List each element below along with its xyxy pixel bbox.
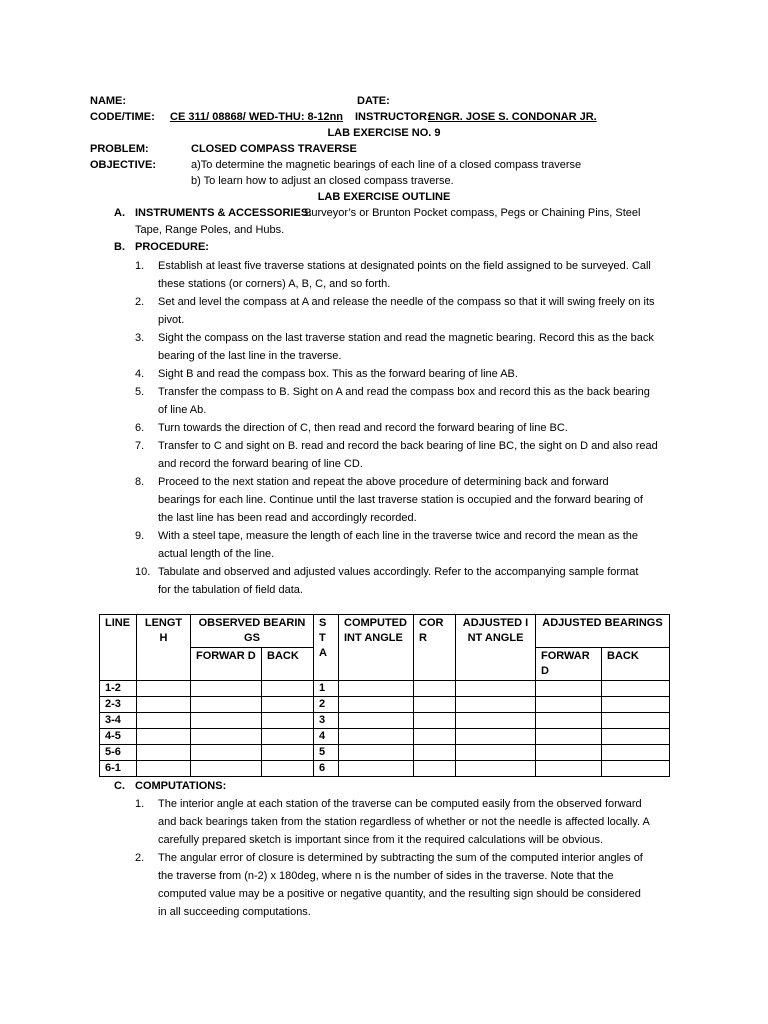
cell-empty (262, 681, 314, 697)
cell-empty (456, 697, 536, 713)
cell-empty (414, 713, 456, 729)
cell-empty (137, 681, 191, 697)
objective-b: b) To learn how to adjust an closed compass traverse. (191, 175, 454, 187)
section-a-letter: A. (114, 207, 125, 219)
procedure-item-text-line: Sight B and read the compass box. This as the forward bearing of line AB. (158, 368, 518, 380)
procedure-item-text-line: Transfer the compass to B. Sight on A and read the compass box and record this as the back bearing (158, 386, 650, 398)
procedure-item-text-line: Transfer to C and sight on B. read and record the back bearing of line BC, the sight on D and also read (158, 440, 658, 452)
cell-empty (137, 745, 191, 761)
table-row (100, 697, 670, 713)
computation-item-text-line: The interior angle at each station of the traverse can be computed easily from the observed forward (158, 798, 642, 810)
cell-empty (456, 761, 536, 777)
cell-empty (339, 697, 414, 713)
table-row (100, 745, 670, 761)
cell-empty (536, 761, 602, 777)
col-header-forward: FORWAR D (191, 648, 262, 681)
cell-empty (191, 745, 262, 761)
computation-item-text-line: The angular error of closure is determined by subtracting the sum of the computed interior angles of (158, 852, 643, 864)
cell-empty (262, 761, 314, 777)
col-header-sta: ST A (314, 615, 339, 681)
computation-item-text-line: carefully prepared sketch is important since from it the required calculations will be obvious. (158, 834, 604, 846)
cell-empty (536, 729, 602, 745)
procedure-item-number: 2. (135, 296, 145, 308)
col-header-forward-adjusted: FORWAR D (536, 648, 602, 681)
cell-empty (262, 697, 314, 713)
table-row (100, 729, 670, 745)
cell-empty (191, 713, 262, 729)
cell-empty (602, 713, 670, 729)
section-a-text-1: Surveyor’s or Brunton Pocket compass, Pegs or Chaining Pins, Steel (304, 207, 641, 219)
cell-empty (262, 713, 314, 729)
section-b-title: PROCEDURE: (135, 241, 209, 253)
cell-line: 5-6 (100, 745, 137, 761)
cell-empty (137, 697, 191, 713)
cell-empty (456, 681, 536, 697)
objective-a: a)To determine the magnetic bearings of each line of a closed compass traverse (191, 159, 582, 171)
section-c-title: COMPUTATIONS: (135, 780, 227, 792)
cell-empty (414, 681, 456, 697)
cell-empty (536, 697, 602, 713)
problem-label: PROBLEM: (90, 143, 149, 155)
cell-empty (339, 681, 414, 697)
computation-item-text-line: the traverse from (n-2) x 180deg, where n is the number of sides in the traverse. Note that the (158, 870, 614, 882)
cell-station: 5 (314, 745, 339, 761)
cell-empty (602, 745, 670, 761)
procedure-item-text-line: and record the forward bearing of line CD. (158, 458, 363, 470)
procedure-item-number: 1. (135, 260, 145, 272)
cell-line: 1-2 (100, 681, 137, 697)
cell-empty (339, 761, 414, 777)
procedure-item-text-line: the last line has been read and accordingly recorded. (158, 512, 417, 524)
problem-value: CLOSED COMPASS TRAVERSE (191, 143, 357, 155)
procedure-item-number: 5. (135, 386, 145, 398)
col-header-back-adjusted: BACK (602, 648, 670, 681)
procedure-item-text-line: Set and level the compass at A and release the needle of the compass so that it will swing freely on its (158, 296, 655, 308)
date-label: DATE: (357, 95, 390, 107)
cell-empty (602, 761, 670, 777)
cell-empty (602, 729, 670, 745)
procedure-item-number: 10. (135, 566, 151, 578)
code-label: CODE/TIME: (90, 111, 155, 123)
cell-empty (536, 745, 602, 761)
procedure-item-number: 7. (135, 440, 145, 452)
procedure-item-text-line: of line Ab. (158, 404, 207, 416)
table-header-row (100, 615, 670, 648)
section-a-title: INSTRUMENTS & ACCESSORIES: (135, 207, 312, 219)
cell-empty (414, 761, 456, 777)
section-a-text-2: Tape, Range Poles, and Hubs. (135, 224, 285, 236)
procedure-item-text-line: Tabulate and observed and adjusted values accordingly. Refer to the accompanying sample format (158, 566, 639, 578)
cell-empty (191, 681, 262, 697)
procedure-item-number: 9. (135, 530, 145, 542)
cell-empty (456, 729, 536, 745)
cell-empty (456, 745, 536, 761)
procedure-item-text-line: bearings for each line. Continue until the last traverse station is occupied and the forward bearing of (158, 494, 643, 506)
table-row (100, 713, 670, 729)
cell-empty (262, 729, 314, 745)
cell-line: 4-5 (100, 729, 137, 745)
cell-station: 6 (314, 761, 339, 777)
computation-item-text-line: computed value may be a positive or negative quantity, and the resulting sign should be considered (158, 888, 641, 900)
cell-empty (602, 697, 670, 713)
procedure-item-text-line: Turn towards the direction of C, then read and record the forward bearing of line BC. (158, 422, 568, 434)
col-header-observed: OBSERVED BEARINGS (191, 615, 314, 648)
col-header-back: BACK (262, 648, 314, 681)
cell-empty (456, 713, 536, 729)
col-header-length: LENGT H (137, 615, 191, 681)
cell-empty (137, 713, 191, 729)
cell-empty (536, 713, 602, 729)
cell-empty (339, 729, 414, 745)
procedure-item-text-line: With a steel tape, measure the length of each line in the traverse twice and record the mean as the (158, 530, 638, 542)
cell-station: 2 (314, 697, 339, 713)
cell-station: 4 (314, 729, 339, 745)
table-row (100, 681, 670, 697)
procedure-item-text-line: these stations (or corners) A, B, C, and so forth. (158, 278, 391, 290)
procedure-item-text-line: for the tabulation of field data. (158, 584, 303, 596)
objective-label: OBJECTIVE: (90, 159, 157, 171)
section-c-letter: C. (114, 780, 125, 792)
col-header-corr: CORR (414, 615, 456, 681)
col-header-computed: COMPUTED INT ANGLE (339, 615, 414, 681)
cell-empty (191, 761, 262, 777)
procedure-item-text-line: bearing of the last line in the traverse. (158, 350, 342, 362)
cell-empty (339, 745, 414, 761)
computation-item-number: 2. (135, 852, 145, 864)
outline-title: LAB EXERCISE OUTLINE (317, 191, 451, 203)
instructor-value: ENGR. JOSE S. CONDONAR JR. (428, 111, 597, 123)
cell-empty (339, 713, 414, 729)
cell-empty (137, 729, 191, 745)
cell-empty (414, 745, 456, 761)
cell-empty (262, 745, 314, 761)
cell-empty (414, 697, 456, 713)
col-header-adjusted-bearings: ADJUSTED BEARINGS (536, 615, 670, 648)
procedure-item-text-line: Proceed to the next station and repeat the above procedure of determining back and forward (158, 476, 609, 488)
computation-item-text-line: and back bearings taken from the station regardless of whether or not the needle is affected locally. A (158, 816, 650, 828)
cell-empty (602, 681, 670, 697)
procedure-item-number: 8. (135, 476, 145, 488)
name-label: NAME: (90, 95, 127, 107)
procedure-item-number: 4. (135, 368, 145, 380)
procedure-item-text-line: Establish at least five traverse stations at designated points on the field assigned to be surveyed. Call (158, 260, 651, 272)
procedure-item-text-line: actual length of the line. (158, 548, 275, 560)
procedure-item-number: 6. (135, 422, 145, 434)
cell-empty (191, 729, 262, 745)
procedure-item-number: 3. (135, 332, 145, 344)
col-header-adjusted-int: ADJUSTED INT ANGLE (456, 615, 536, 681)
cell-line: 6-1 (100, 761, 137, 777)
lab-title: LAB EXERCISE NO. 9 (327, 127, 441, 139)
cell-empty (414, 729, 456, 745)
section-b-letter: B. (114, 241, 125, 253)
computation-item-number: 1. (135, 798, 145, 810)
computation-item-text-line: in all succeeding computations. (158, 906, 311, 918)
table-row (100, 761, 670, 777)
field-data-table (99, 614, 670, 777)
code-value: CE 311/ 08868/ WED-THU: 8-12nn (170, 111, 344, 123)
cell-empty (536, 681, 602, 697)
procedure-item-text-line: pivot. (158, 314, 185, 326)
instructor-label: INSTRUCTOR: (355, 111, 431, 123)
cell-empty (137, 761, 191, 777)
cell-line: 3-4 (100, 713, 137, 729)
cell-station: 1 (314, 681, 339, 697)
cell-empty (191, 697, 262, 713)
col-header-line: LINE (100, 615, 137, 681)
cell-line: 2-3 (100, 697, 137, 713)
procedure-item-text-line: Sight the compass on the last traverse station and read the magnetic bearing. Record this as the back (158, 332, 654, 344)
cell-station: 3 (314, 713, 339, 729)
